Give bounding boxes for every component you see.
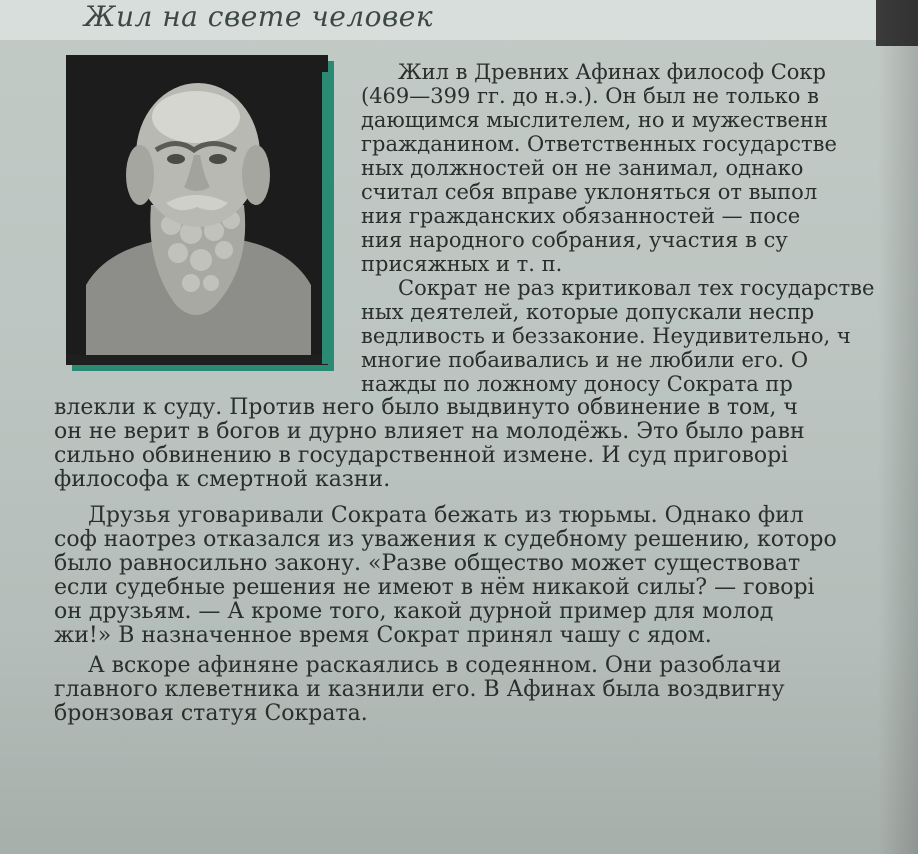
text-line: ведливость и беззаконие. Неудивительно, ч	[361, 324, 851, 348]
spine-shadow	[878, 0, 918, 854]
text-line: он друзьям. — А кроме того, какой дурной пример для молод	[54, 599, 774, 624]
text-line: было равносильно закону. «Разве общество может существоват	[54, 551, 801, 576]
text-line: Друзья уговаривали Сократа бежать из тюрьмы. Однако фил	[88, 503, 804, 528]
text-line: гражданином. Ответственных государстве	[361, 132, 837, 156]
text-line: нажды по ложному доносу Сократа пр	[361, 372, 793, 396]
text-line: дающимся мыслителем, но и мужественн	[361, 108, 828, 132]
text-line: Сократ не раз критиковал тех государстве	[398, 276, 875, 300]
text-line: бронзовая статуя Сократа.	[54, 701, 368, 726]
text-line: считал себя вправе уклоняться от выпол	[361, 180, 818, 204]
text-line: Жил в Древних Афинах философ Сокр	[398, 60, 826, 84]
text-line: ния гражданских обязанностей — посе	[361, 204, 801, 228]
text-line: ных деятелей, которые допускали неспр	[361, 300, 815, 324]
text-line: влекли к суду. Против него было выдвинуто обвинение в том, ч	[54, 395, 798, 420]
text-line: многие побаивались и не любили его. О	[361, 348, 809, 372]
text-line: соф наотрез отказался из уважения к судебному решению, которо	[54, 527, 837, 552]
text-line: он не верит в богов и дурно влияет на молодёжь. Это было равн	[54, 419, 805, 444]
text-line: ных должностей он не занимал, однако	[361, 156, 804, 180]
text-line: философа к смертной казни.	[54, 467, 391, 492]
text-line: А вскоре афиняне раскаялись в содеянном. Они разоблачи	[88, 653, 782, 678]
text-line: сильно обвинению в государственной измене. И суд приговорі	[54, 443, 789, 468]
text-line: (469—399 гг. до н.э.). Он был не только в	[361, 84, 819, 108]
text-line: ния народного собрания, участия в су	[361, 228, 788, 252]
text-line: жи!» В назначенное время Сократ принял чашу с ядом.	[54, 623, 712, 648]
text-line: присяжных и т. п.	[361, 252, 563, 276]
section-title: Жил на свете человек	[84, 0, 434, 33]
text-line: главного клеветника и казнили его. В Афинах была воздвигну	[54, 677, 785, 702]
text-line: если судебные решения не имеют в нём никакой силы? — говорі	[54, 575, 815, 600]
